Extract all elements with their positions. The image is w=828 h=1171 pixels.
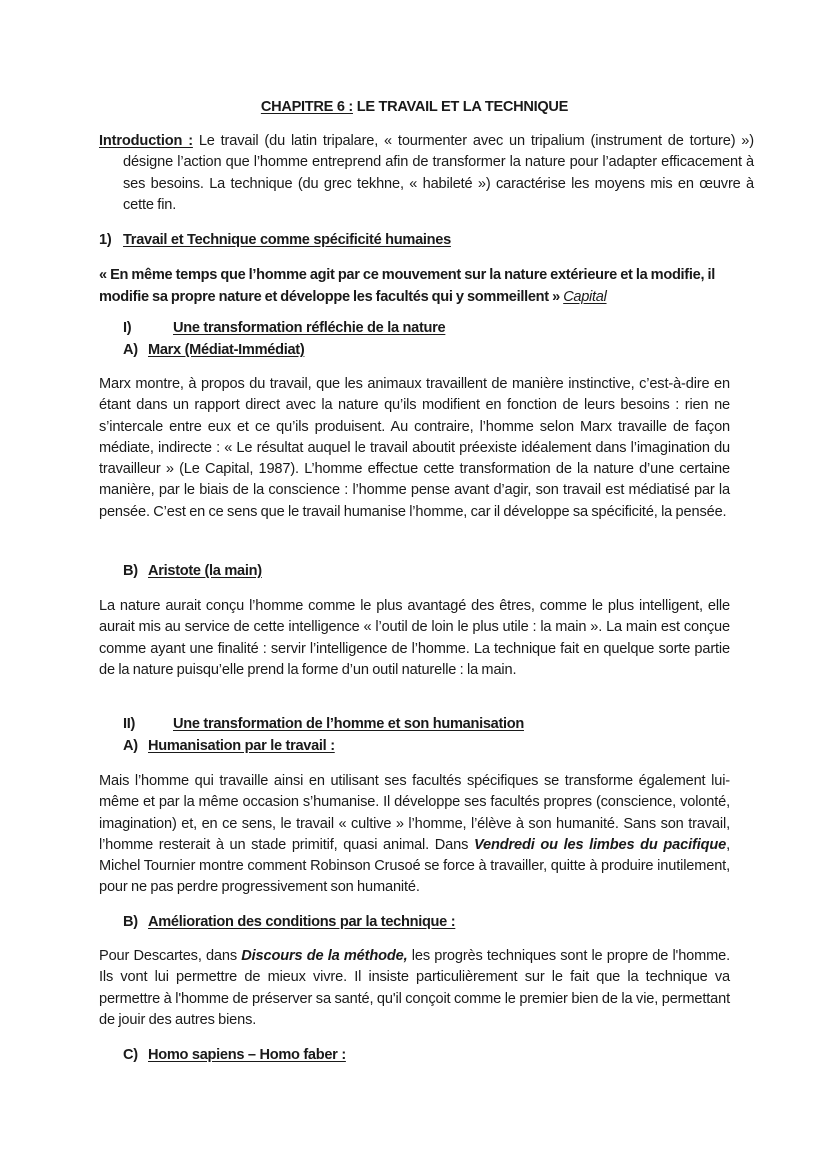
part-2-c-title: Homo sapiens – Homo faber : bbox=[148, 1047, 346, 1063]
descartes-paragraph bbox=[99, 946, 730, 1031]
part-1-number: I) bbox=[123, 320, 132, 336]
section-1-number: 1) bbox=[99, 232, 112, 248]
part-1-title: Une transformation réfléchie de la nature bbox=[173, 320, 446, 336]
introduction-paragraph bbox=[99, 131, 754, 216]
part-1-b-heading bbox=[123, 563, 754, 579]
part-2-heading bbox=[123, 716, 754, 732]
book-title-vendredi: Vendredi ou les limbes du pacifique bbox=[473, 836, 727, 853]
marx-paragraph: Marx montre, à propos du travail, que les animaux travaillent de manière instinctive, c’est-à-dire en étant dans un rapport direct avec la nature qu’ils modifient en fonction de leurs besoins : rien ne s’intercale entre eux et ce qu’ils produisent. Au contraire, l’homme selon Marx travaille de façon médiate, indirecte : « Le résultat auquel le travail aboutit préexiste idéalement dans l’imagination du travailleur » (Le Capital, 1987). L’homme effectue cette transformation de la nature d’une certaine manière, par le biais de la conscience : l’homme pense avant d’agir, son travail est médiatisé par la pensée. C’est en ce sens que le travail humanise l’homme, car il développe sa spécificité, la pensée. bbox=[99, 376, 730, 520]
quote-text: « En même temps que l’homme agit par ce mouvement sur la nature extérieure et la modifie, il modifie sa propre nature et développe les facultés qui y sommeillent » bbox=[99, 267, 715, 305]
chapter-title bbox=[99, 99, 730, 115]
part-2-title: Une transformation de l’homme et son humanisation bbox=[173, 716, 524, 732]
part-1-a-title: Marx (Médiat-Immédiat) bbox=[148, 342, 305, 358]
part-1-heading bbox=[123, 320, 754, 336]
part-2-c-number: C) bbox=[123, 1047, 138, 1063]
part-2-b-heading bbox=[123, 914, 754, 930]
descartes-text-before: Pour Descartes, dans bbox=[99, 948, 242, 964]
part-1-a-heading bbox=[123, 342, 754, 358]
part-2-b-number: B) bbox=[123, 914, 138, 930]
humanisation-text-after: , Michel Tournier montre comment Robinson Crusoé se force à travailler, quitte à produire inutilement, pour ne pas perdre progressivement son humanité. bbox=[99, 836, 731, 896]
descartes-text-after: les progrès techniques sont le propre de l'homme. Ils vont lui permettre de mieux vivre. Il insiste particulièrement sur le fait que la technique va permettre à l'homme de préserver sa santé, qu'il conçoit comme le premier bien de la vie, permettant de jouir des autres biens. bbox=[99, 948, 731, 1028]
capital-quote bbox=[99, 264, 730, 308]
book-title-discours: Discours de la méthode, bbox=[241, 948, 408, 964]
aristote-paragraph: La nature aurait conçu l’homme comme le plus avantagé des êtres, comme le plus intelligent, elle aurait mis au service de cette intelligence « l’outil de loin le plus utile : la main ». La main est conçue comme ayant une finalité : servir l’intelligence de l’homme. La technique fait en quelque sorte partie de la nature puisqu’elle prend la forme d’un outil naturelle : la main. bbox=[99, 598, 730, 678]
introduction-label: Introduction : bbox=[99, 133, 193, 149]
part-1-b-title: Aristote (la main) bbox=[148, 563, 262, 579]
section-1-title: Travail et Technique comme spécificité humaines bbox=[123, 232, 451, 248]
part-1-b-number: B) bbox=[123, 563, 138, 579]
introduction-text: Le travail (du latin tripalare, « tourmenter avec un tripalium (instrument de torture) ») désigne l’action que l’homme entreprend afin de transformer la nature pour l’adapter efficacement à ses besoins. La technique (du grec tekhne, « habileté ») caractérise les moyens mis en œuvre à cette fin. bbox=[123, 133, 754, 213]
part-2-b-title: Amélioration des conditions par la technique : bbox=[148, 914, 456, 930]
part-2-c-heading bbox=[123, 1047, 754, 1063]
part-2-a-heading bbox=[123, 738, 754, 754]
part-2-number: II) bbox=[123, 716, 136, 732]
part-1-a-number: A) bbox=[123, 342, 138, 358]
chapter-title-text: LE TRAVAIL ET LA TECHNIQUE bbox=[352, 99, 569, 115]
part-2-a-number: A) bbox=[123, 738, 138, 754]
humanisation-text-before: Mais l’homme qui travaille ainsi en utilisant ses facultés spécifiques se transforme également lui-même et par la même occasion s’humanise. Il développe ses facultés propres (conscience, volonté, imagination) et, en ce sens, le travail « cultive » l’homme, l’élève à son humanité. Sans son travail, l’homme resterait à un stade primitif, quasi animal. Dans bbox=[99, 773, 730, 853]
humanisation-paragraph bbox=[99, 771, 730, 899]
chapter-title-prefix: CHAPITRE 6 : bbox=[260, 99, 353, 115]
quote-source: Capital bbox=[563, 289, 607, 305]
section-1-heading bbox=[99, 232, 730, 248]
part-2-a-title: Humanisation par le travail : bbox=[148, 738, 335, 754]
